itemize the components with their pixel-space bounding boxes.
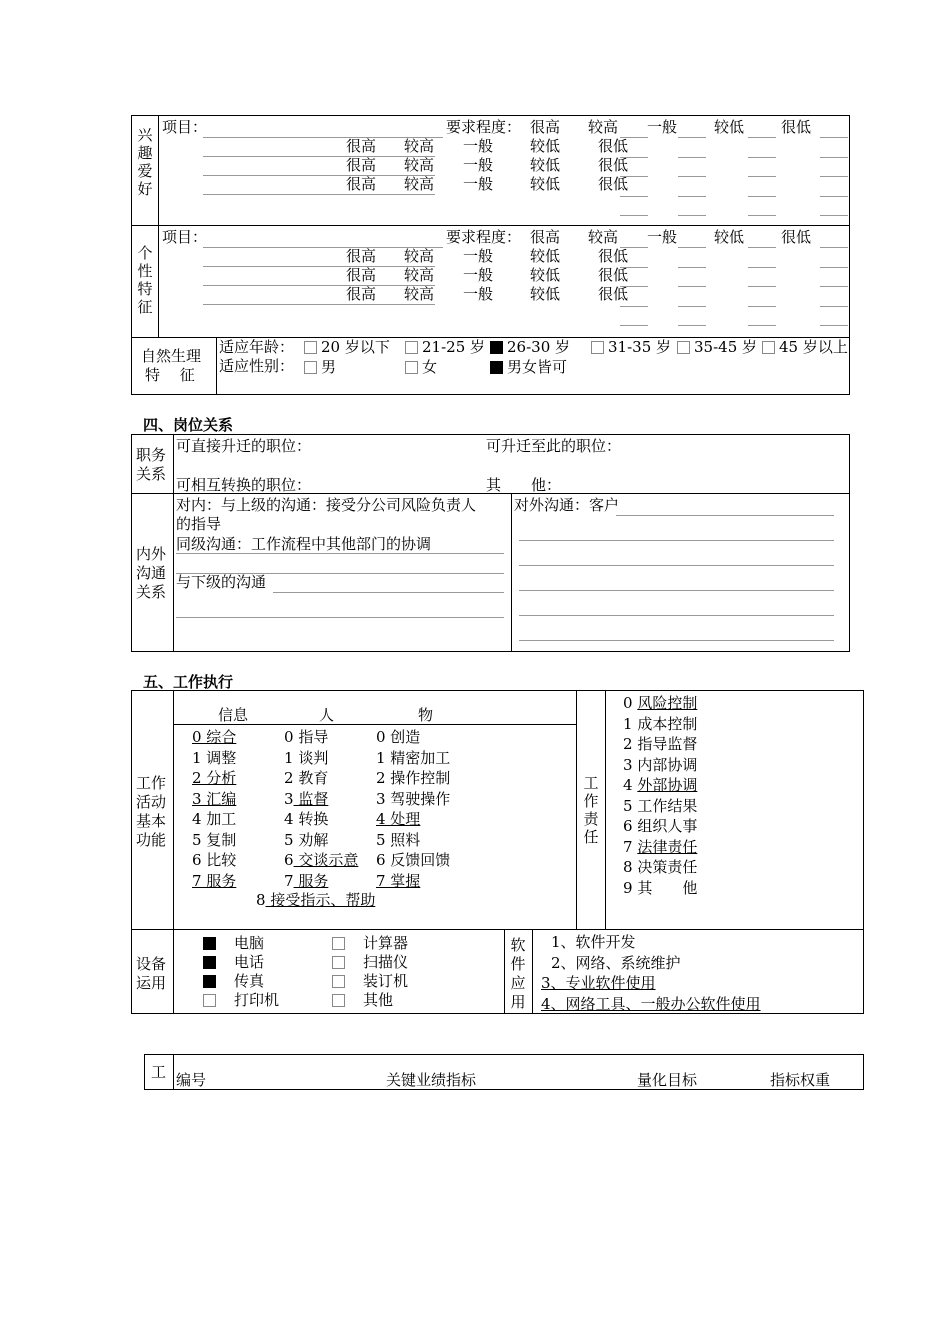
level-option: 较高 (404, 266, 435, 284)
resp-num: 9 (623, 878, 638, 897)
resp-num: 6 (623, 817, 638, 835)
level-option: 很低 (598, 137, 629, 155)
interests-label: 兴趣爱好 (137, 126, 153, 198)
function-text: 指导 (298, 728, 329, 746)
person-function (284, 872, 328, 891)
level-option: 较低 (530, 175, 561, 193)
fill-line (748, 325, 776, 326)
equipment-item (332, 991, 393, 1010)
checkbox-icon[interactable] (591, 341, 604, 354)
thing-function: 5 照料 (376, 830, 421, 849)
option-item (762, 338, 848, 357)
checkbox-icon[interactable] (332, 937, 345, 950)
kpi-col-no: 编号 (176, 1071, 207, 1089)
level-option: 较高 (588, 118, 619, 136)
checkbox-icon[interactable] (304, 361, 317, 374)
info-function: 0 综合 (192, 728, 237, 746)
transfer: 可相互转换的职位： (176, 476, 312, 494)
option-item (490, 338, 570, 357)
func-label-1: 工作 (136, 774, 167, 792)
promote-to: 可升迁至此的职位： (486, 437, 622, 455)
equipment-label: 装订机 (363, 972, 409, 990)
level-option: 一般 (463, 137, 494, 155)
kpi-col-kpi: 关键业绩指标 (386, 1071, 477, 1089)
responsibility-item (623, 838, 697, 857)
interests-item-label: 项目： (162, 118, 208, 136)
resp-text: 指导监督 (637, 735, 698, 753)
fill-line (820, 247, 848, 248)
responsibility-item (623, 735, 697, 754)
equipment-item (203, 953, 264, 972)
fill-line (820, 306, 848, 307)
checkbox-icon[interactable] (304, 341, 317, 354)
kpi-col-target: 量化目标 (637, 1071, 698, 1089)
comm-label-3: 关系 (136, 583, 167, 601)
option-item (405, 338, 485, 357)
section5-title: 五、工作执行 (143, 673, 234, 691)
thing-function: 3 驾驶操作 (376, 789, 451, 808)
level-option: 很低 (598, 266, 629, 284)
function-num: 1 (284, 748, 299, 767)
thing-function: 7 掌握 (376, 871, 421, 890)
level-option: 较低 (530, 247, 561, 265)
kpi-label: 工 (151, 1063, 167, 1081)
fill-line (820, 286, 848, 287)
resp-text: 风险控制 (637, 694, 698, 712)
function-text: 转换 (298, 810, 329, 828)
internal-line-3: 同级沟通：工作流程中其他部门的协调 (176, 535, 432, 553)
fill-line (678, 286, 706, 287)
col-thing: 物 (418, 706, 434, 724)
checked-box-icon[interactable] (203, 956, 216, 969)
resp-text: 成本控制 (637, 714, 698, 733)
fill-line (678, 247, 706, 248)
fill-line (620, 157, 648, 158)
resp-text: 外部协调 (637, 776, 698, 794)
person-function (284, 851, 358, 870)
resp-num: 3 (623, 755, 638, 774)
equip-label-2: 运用 (136, 974, 167, 992)
fill-line (820, 196, 848, 197)
equipment-item (332, 953, 408, 972)
gender-label: 适应性别： (219, 357, 295, 375)
option-label: 男女皆可 (507, 358, 568, 376)
level-option: 较低 (714, 118, 745, 136)
software-item: 2、网络、系统维护 (551, 953, 681, 972)
kpi-col-weight: 指标权重 (770, 1071, 831, 1089)
fill-line (820, 215, 848, 216)
responsibility-item (623, 715, 697, 734)
personality-label: 个性特征 (137, 244, 153, 316)
fill-line (748, 286, 776, 287)
level-option: 较低 (530, 266, 561, 284)
fill-line (820, 137, 848, 138)
promote-from: 可直接升迁的职位： (176, 437, 312, 455)
fill-line (748, 176, 776, 177)
fill-line (678, 215, 706, 216)
equipment-item (203, 991, 279, 1010)
equipment-label: 电脑 (234, 934, 265, 952)
thing-function: 6 反馈回馈 (376, 851, 451, 869)
thing-function: 4 处理 (376, 810, 421, 828)
equipment-label: 电话 (234, 953, 265, 971)
info-function: 3 汇编 (192, 789, 237, 808)
function-num: 5 (284, 830, 299, 849)
person-function (284, 728, 328, 747)
equipment-item (332, 934, 408, 953)
function-text: 监督 (293, 789, 329, 808)
option-label: 20 岁以下 (321, 338, 390, 356)
info-function: 7 服务 (192, 871, 237, 890)
fill-line (820, 267, 848, 268)
external-comm: 对外沟通：客户 (514, 496, 620, 514)
fill-line (620, 137, 648, 138)
checkbox-icon[interactable] (762, 341, 775, 354)
interests-req-label: 要求程度： (446, 118, 522, 136)
checkbox-icon[interactable] (677, 341, 690, 354)
checkbox-icon[interactable] (332, 975, 345, 988)
software-label: 软 件 应 用 (510, 936, 526, 1011)
level-option: 较低 (530, 137, 561, 155)
fill-line (203, 137, 443, 138)
kpi-table (144, 1054, 864, 1090)
fill-line (620, 247, 648, 248)
resp-num: 7 (623, 837, 638, 856)
section4-title: 四、岗位关系 (143, 416, 234, 434)
option-item (591, 338, 671, 357)
option-item (304, 358, 336, 377)
comm-label-1: 内外 (136, 545, 167, 563)
age-label: 适应年龄： (219, 338, 295, 356)
level-option: 很高 (346, 175, 377, 193)
option-label: 男 (321, 358, 337, 376)
level-option: 一般 (647, 118, 678, 136)
equipment-label: 计算器 (363, 934, 409, 952)
resp-num: 2 (623, 735, 638, 753)
fill-line (820, 325, 848, 326)
resp-num: 4 (623, 776, 638, 794)
option-item (677, 338, 757, 357)
level-option: 一般 (463, 266, 494, 284)
checkbox-icon[interactable] (332, 994, 345, 1007)
responsibility-item (623, 879, 697, 898)
checked-box-icon[interactable] (490, 361, 503, 374)
func-label-4: 功能 (136, 831, 167, 849)
checkbox-icon[interactable] (332, 956, 345, 969)
equip-label-1: 设备 (136, 955, 167, 973)
fill-line (678, 137, 706, 138)
equipment-label: 打印机 (234, 991, 280, 1009)
level-option: 一般 (463, 156, 494, 174)
checked-box-icon[interactable] (203, 937, 216, 950)
function-text: 交谈示意 (293, 851, 359, 869)
fill-line (203, 266, 435, 267)
level-option: 很低 (598, 247, 629, 265)
info-function: 5 复制 (192, 830, 237, 849)
option-label: 31-35 岁 (608, 338, 672, 356)
function-num: 7 (284, 871, 294, 890)
function-text: 谈判 (298, 748, 329, 767)
person-function (284, 790, 328, 809)
software-item: 4、网络工具、一般办公软件使用 (541, 994, 761, 1013)
info-function: 2 分析 (192, 769, 237, 787)
duty-label-2: 关系 (136, 465, 167, 483)
responsibility-item (623, 858, 697, 877)
internal-line-2: 的指导 (176, 515, 222, 533)
fill-line (678, 325, 706, 326)
resp-num: 0 (623, 694, 638, 712)
resp-label: 工 作 责 任 (583, 774, 599, 846)
fill-line (820, 176, 848, 177)
level-option: 较低 (530, 285, 561, 303)
internal-line-1: 对内：与上级的沟通：接受分公司风险负责人 (176, 496, 477, 514)
func-label-3: 基本 (136, 812, 167, 830)
level-option: 很高 (346, 156, 377, 174)
equipment-label: 传真 (234, 972, 265, 990)
fill-line (678, 267, 706, 268)
option-item (490, 358, 567, 377)
resp-text: 决策责任 (637, 858, 698, 876)
level-option: 很高 (346, 266, 377, 284)
col-info: 信息 (218, 706, 249, 724)
function-num: 0 (284, 728, 299, 746)
fill-line (620, 286, 648, 287)
fill-line (748, 267, 776, 268)
fill-line (748, 196, 776, 197)
responsibility-item (623, 694, 697, 713)
level-option: 很低 (598, 175, 629, 193)
checkbox-icon[interactable] (405, 341, 418, 354)
function-num: 3 (284, 789, 294, 808)
fill-line (678, 157, 706, 158)
level-option: 一般 (647, 228, 678, 246)
level-option: 一般 (463, 175, 494, 193)
function-num: 2 (284, 769, 299, 787)
function-num: 4 (284, 810, 299, 828)
level-option: 较低 (714, 228, 745, 246)
extra-function: 8 接受指示、帮助 (256, 891, 376, 909)
option-label: 35-45 岁 (694, 338, 758, 356)
option-label: 21-25 岁 (422, 338, 486, 356)
info-function: 4 加工 (192, 810, 237, 828)
person-function (284, 810, 328, 829)
other: 其 他： (486, 476, 562, 494)
info-function: 6 比较 (192, 851, 237, 869)
resp-text: 内部协调 (637, 755, 698, 774)
equipment-item (203, 934, 264, 953)
internal-line-4: 与下级的沟通 (176, 573, 267, 591)
function-text: 劝解 (298, 830, 329, 849)
func-label-2: 活动 (136, 793, 167, 811)
level-option: 较高 (588, 228, 619, 246)
fill-line (820, 157, 848, 158)
function-text: 教育 (298, 769, 329, 787)
duty-label-1: 职务 (136, 446, 167, 464)
level-option: 较高 (404, 137, 435, 155)
fill-line (203, 175, 435, 176)
physiology-label-bottom: 特 征 (145, 366, 195, 384)
level-option: 很高 (530, 118, 561, 136)
fill-line (620, 267, 648, 268)
fill-line (678, 176, 706, 177)
software-item: 1、软件开发 (551, 933, 636, 951)
equipment-label: 其他 (363, 991, 394, 1009)
checked-box-icon[interactable] (490, 341, 503, 354)
fill-line (620, 176, 648, 177)
option-label: 26-30 岁 (507, 338, 571, 356)
resp-text: 法律责任 (637, 837, 698, 856)
responsibility-item (623, 817, 697, 836)
level-option: 很高 (346, 247, 377, 265)
fill-line (620, 306, 648, 307)
fill-line (203, 285, 435, 286)
physiology-label-top: 自然生理 (141, 347, 202, 365)
function-text: 服务 (293, 871, 329, 890)
col-person: 人 (319, 706, 335, 724)
equipment-label: 扫描仪 (363, 953, 409, 971)
info-function: 1 调整 (192, 748, 237, 767)
person-function (284, 749, 328, 768)
fill-line (748, 137, 776, 138)
fill-line (678, 306, 706, 307)
thing-function: 1 精密加工 (376, 748, 451, 767)
level-option: 较高 (404, 175, 435, 193)
level-option: 很高 (346, 137, 377, 155)
level-option: 很高 (530, 228, 561, 246)
fill-line (203, 194, 435, 195)
checked-box-icon[interactable] (203, 975, 216, 988)
resp-text: 工作结果 (637, 796, 698, 815)
fill-line (620, 215, 648, 216)
level-option: 较高 (404, 285, 435, 303)
equipment-item (332, 972, 408, 991)
level-option: 很低 (598, 285, 629, 303)
fill-line (620, 196, 648, 197)
option-label: 女 (422, 358, 438, 376)
fill-line (203, 247, 443, 248)
person-function (284, 831, 328, 850)
fill-line (748, 157, 776, 158)
level-option: 一般 (463, 247, 494, 265)
fill-line (748, 215, 776, 216)
resp-num: 5 (623, 796, 638, 815)
fill-line (203, 156, 435, 157)
responsibility-item (623, 797, 697, 816)
fill-line (678, 196, 706, 197)
fill-line (748, 306, 776, 307)
level-option: 很低 (598, 156, 629, 174)
fill-line (620, 325, 648, 326)
level-option: 较低 (530, 156, 561, 174)
checkbox-icon[interactable] (203, 994, 216, 1007)
resp-text: 组织人事 (637, 817, 698, 835)
resp-num: 8 (623, 858, 638, 876)
level-option: 很低 (781, 118, 812, 136)
resp-num: 1 (623, 714, 638, 733)
equipment-item (203, 972, 264, 991)
option-item (304, 338, 390, 357)
function-num: 6 (284, 851, 294, 869)
software-item: 3、专业软件使用 (541, 974, 656, 992)
fill-line (203, 304, 435, 305)
responsibility-item (623, 756, 697, 775)
thing-function: 0 创造 (376, 728, 421, 746)
personality-req-label: 要求程度： (446, 228, 522, 246)
responsibility-item (623, 776, 697, 795)
level-option: 很低 (781, 228, 812, 246)
level-option: 较高 (404, 156, 435, 174)
comm-label-2: 沟通 (136, 564, 167, 582)
level-option: 很高 (346, 285, 377, 303)
option-label: 45 岁以上 (779, 338, 848, 356)
level-option: 一般 (463, 285, 494, 303)
personality-item-label: 项目： (162, 228, 208, 246)
level-option: 较高 (404, 247, 435, 265)
fill-line (748, 247, 776, 248)
thing-function: 2 操作控制 (376, 769, 451, 787)
person-function (284, 769, 328, 788)
resp-text: 其 他 (637, 878, 698, 897)
option-item (405, 358, 437, 377)
checkbox-icon[interactable] (405, 361, 418, 374)
